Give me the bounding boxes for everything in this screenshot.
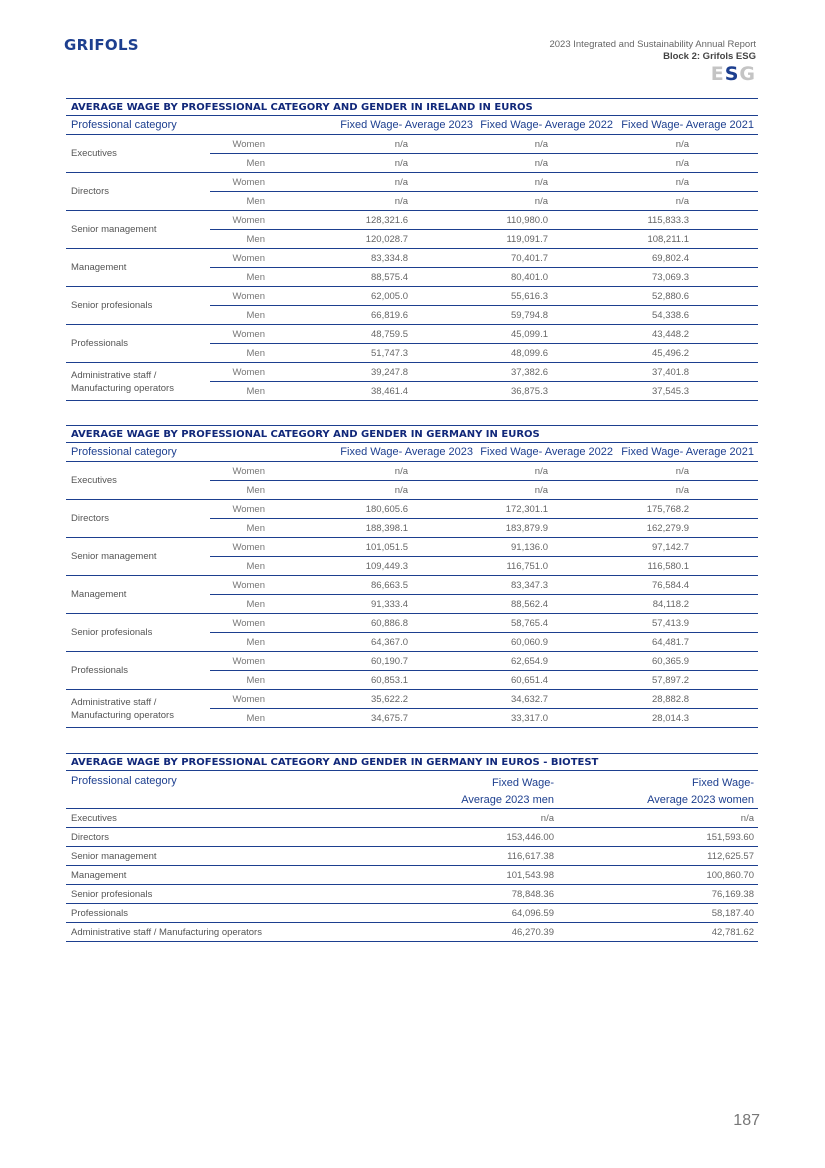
wage-men: n/a bbox=[540, 812, 554, 824]
wage-value: 66,819.6 bbox=[371, 309, 408, 321]
wage-value: 88,562.4 bbox=[511, 598, 548, 610]
wage-value: 109,449.3 bbox=[365, 560, 408, 572]
header-women-line1: Fixed Wage- bbox=[692, 777, 754, 789]
wage-value: 28,014.3 bbox=[652, 712, 689, 724]
table-row bbox=[66, 828, 758, 847]
table-row bbox=[210, 557, 758, 576]
table-row bbox=[66, 866, 758, 885]
gender-label: Men bbox=[246, 712, 265, 724]
wage-value: 57,897.2 bbox=[652, 674, 689, 686]
gender-label: Women bbox=[232, 503, 265, 515]
category-rows bbox=[210, 363, 758, 401]
table-row bbox=[210, 595, 758, 614]
table-row bbox=[210, 382, 758, 401]
wage-value: 69,802.4 bbox=[652, 252, 689, 264]
wage-value: 110,980.0 bbox=[506, 214, 548, 226]
table-row bbox=[66, 923, 758, 942]
wage-value: 28,882.8 bbox=[652, 693, 689, 705]
germany-wage-table bbox=[66, 425, 758, 728]
table-row bbox=[210, 709, 758, 728]
germany-table-title: AVERAGE WAGE BY PROFESSIONAL CATEGORY AND GENDER IN GERMANY IN EUROS bbox=[66, 425, 758, 443]
table-row bbox=[210, 230, 758, 249]
wage-value: n/a bbox=[675, 157, 689, 169]
category-group bbox=[66, 614, 758, 652]
category-rows bbox=[210, 614, 758, 652]
wage-value: n/a bbox=[675, 484, 689, 496]
wage-value: 172,301.1 bbox=[505, 503, 548, 515]
category-rows bbox=[210, 576, 758, 614]
wage-value: n/a bbox=[534, 138, 548, 150]
gender-label: Men bbox=[246, 195, 265, 207]
wage-value: n/a bbox=[534, 176, 548, 188]
gender-label: Women bbox=[232, 693, 265, 705]
table-row bbox=[210, 192, 758, 211]
table-row bbox=[210, 211, 758, 230]
wage-value: 84,118.2 bbox=[652, 598, 689, 610]
wage-value: 59,794.8 bbox=[511, 309, 548, 321]
category-group bbox=[66, 173, 758, 211]
wage-value: 34,675.7 bbox=[371, 712, 408, 724]
germany-table-body bbox=[66, 462, 758, 728]
table-row bbox=[210, 633, 758, 652]
gender-label: Men bbox=[246, 233, 265, 245]
gender-label: Women bbox=[232, 176, 265, 188]
gender-label: Women bbox=[232, 465, 265, 477]
wage-value: 60,060.9 bbox=[511, 636, 548, 648]
gender-label: Women bbox=[232, 541, 265, 553]
category-label: Management bbox=[66, 576, 210, 614]
wage-value: n/a bbox=[394, 465, 408, 477]
gender-label: Men bbox=[246, 522, 265, 534]
category-rows bbox=[210, 325, 758, 363]
gender-label: Men bbox=[246, 309, 265, 321]
category-group bbox=[66, 462, 758, 500]
wage-value: 80,401.0 bbox=[511, 271, 548, 283]
header-2021: Fixed Wage- Average 2021 bbox=[621, 446, 754, 458]
gender-label: Men bbox=[246, 560, 265, 572]
wage-men: 46,270.39 bbox=[511, 926, 554, 938]
category-rows bbox=[210, 249, 758, 287]
category-rows bbox=[210, 500, 758, 538]
wage-value: 83,347.3 bbox=[511, 579, 548, 591]
wage-men: 116,617.38 bbox=[507, 850, 554, 862]
category-label: Professionals bbox=[66, 325, 210, 363]
category-label: Professionals bbox=[71, 907, 129, 919]
wage-value: n/a bbox=[394, 157, 408, 169]
table-row bbox=[210, 652, 758, 671]
table-row bbox=[210, 135, 758, 154]
wage-women: 100,860.70 bbox=[706, 869, 754, 881]
wage-women: 112,625.57 bbox=[707, 850, 754, 862]
category-label: Senior management bbox=[71, 850, 157, 862]
gender-label: Men bbox=[246, 157, 265, 169]
category-group bbox=[66, 249, 758, 287]
category-group bbox=[66, 576, 758, 614]
wage-value: 39,247.8 bbox=[371, 366, 408, 378]
wage-value: 43,448.2 bbox=[652, 328, 689, 340]
wage-value: 119,091.7 bbox=[506, 233, 548, 245]
wage-value: 57,413.9 bbox=[652, 617, 689, 629]
germany-table-header bbox=[66, 443, 758, 462]
wage-value: 60,651.4 bbox=[511, 674, 548, 686]
category-label: Management bbox=[71, 869, 127, 881]
category-label: Senior management bbox=[66, 538, 210, 576]
category-label: Directors bbox=[66, 173, 210, 211]
header-women bbox=[557, 771, 758, 808]
table-row bbox=[66, 847, 758, 866]
wage-value: 37,382.6 bbox=[511, 366, 548, 378]
page-number: 187 bbox=[733, 1112, 760, 1129]
report-header bbox=[549, 39, 756, 63]
wage-value: n/a bbox=[675, 195, 689, 207]
category-group bbox=[66, 652, 758, 690]
wage-value: 48,099.6 bbox=[511, 347, 548, 359]
category-label: Senior profesionals bbox=[66, 287, 210, 325]
gender-label: Women bbox=[232, 655, 265, 667]
category-label: Directors bbox=[71, 831, 110, 843]
wage-value: 120,028.7 bbox=[365, 233, 408, 245]
table-row bbox=[210, 614, 758, 633]
wage-value: 52,880.6 bbox=[652, 290, 689, 302]
category-group bbox=[66, 325, 758, 363]
category-label: Executives bbox=[66, 135, 210, 173]
block-title: Block 2: Grifols ESG bbox=[663, 51, 756, 62]
wage-value: 38,461.4 bbox=[371, 385, 408, 397]
gender-label: Women bbox=[232, 617, 265, 629]
wage-value: 162,279.9 bbox=[646, 522, 689, 534]
table-row bbox=[66, 904, 758, 923]
header-category: Professional category bbox=[71, 446, 177, 458]
wage-women: n/a bbox=[740, 812, 754, 824]
wage-men: 153,446.00 bbox=[506, 831, 554, 843]
gender-label: Women bbox=[232, 138, 265, 150]
wage-value: 60,365.9 bbox=[652, 655, 689, 667]
wage-men: 101,543.98 bbox=[506, 869, 554, 881]
wage-value: n/a bbox=[394, 138, 408, 150]
wage-value: 86,663.5 bbox=[371, 579, 408, 591]
category-rows bbox=[210, 211, 758, 249]
table-row bbox=[210, 287, 758, 306]
wage-value: 62,005.0 bbox=[371, 290, 408, 302]
category-label: Executives bbox=[71, 812, 117, 824]
gender-label: Men bbox=[246, 598, 265, 610]
table-row bbox=[210, 538, 758, 557]
wage-value: 35,622.2 bbox=[371, 693, 408, 705]
wage-value: 128,321.6 bbox=[365, 214, 408, 226]
header-men-line2: Average 2023 men bbox=[461, 794, 554, 806]
wage-value: 60,853.1 bbox=[371, 674, 408, 686]
esg-logo bbox=[711, 63, 756, 85]
category-label: Senior profesionals bbox=[66, 614, 210, 652]
category-group bbox=[66, 287, 758, 325]
gender-label: Women bbox=[232, 290, 265, 302]
report-title: 2023 Integrated and Sustainability Annual Report bbox=[549, 39, 756, 50]
wage-value: 64,481.7 bbox=[652, 636, 689, 648]
wage-value: 116,580.1 bbox=[647, 560, 689, 572]
gender-label: Women bbox=[232, 214, 265, 226]
wage-women: 42,781.62 bbox=[711, 926, 754, 938]
wage-value: n/a bbox=[675, 138, 689, 150]
gender-label: Men bbox=[246, 347, 265, 359]
wage-value: 55,616.3 bbox=[511, 290, 548, 302]
wage-value: 183,879.9 bbox=[505, 522, 548, 534]
grifols-logo: GRIFOLS bbox=[64, 36, 139, 54]
wage-value: 60,886.8 bbox=[371, 617, 408, 629]
table-row bbox=[210, 671, 758, 690]
wage-women: 58,187.40 bbox=[711, 907, 754, 919]
category-label: Administrative staff / Manufacturing operators bbox=[71, 926, 262, 938]
category-rows bbox=[210, 173, 758, 211]
wage-women: 151,593.60 bbox=[706, 831, 754, 843]
wage-value: n/a bbox=[534, 484, 548, 496]
category-group bbox=[66, 690, 758, 728]
wage-value: 188,398.1 bbox=[365, 522, 408, 534]
wage-value: 101,051.5 bbox=[365, 541, 408, 553]
gender-label: Women bbox=[232, 252, 265, 264]
category-label: Executives bbox=[66, 462, 210, 500]
category-label: Administrative staff / Manufacturing operators bbox=[66, 690, 210, 728]
ireland-wage-table bbox=[66, 98, 758, 401]
wage-value: 48,759.5 bbox=[371, 328, 408, 340]
wage-value: 83,334.8 bbox=[371, 252, 408, 264]
wage-women: 76,169.38 bbox=[711, 888, 754, 900]
wage-value: 88,575.4 bbox=[371, 271, 408, 283]
category-rows bbox=[210, 462, 758, 500]
table-row bbox=[210, 154, 758, 173]
header-women-line2: Average 2023 women bbox=[647, 794, 754, 806]
wage-value: n/a bbox=[394, 176, 408, 188]
category-rows bbox=[210, 287, 758, 325]
wage-value: 58,765.4 bbox=[511, 617, 548, 629]
header-2022: Fixed Wage- Average 2022 bbox=[480, 119, 613, 131]
category-group bbox=[66, 363, 758, 401]
wage-men: 64,096.59 bbox=[511, 907, 554, 919]
category-label: Directors bbox=[66, 500, 210, 538]
header-category: Professional category bbox=[71, 775, 177, 787]
wage-value: 45,099.1 bbox=[511, 328, 548, 340]
wage-value: 62,654.9 bbox=[511, 655, 548, 667]
wage-value: n/a bbox=[394, 195, 408, 207]
wage-value: 70,401.7 bbox=[511, 252, 548, 264]
category-group bbox=[66, 538, 758, 576]
table-row bbox=[210, 500, 758, 519]
wage-value: 33,317.0 bbox=[511, 712, 548, 724]
wage-value: 64,367.0 bbox=[371, 636, 408, 648]
header-2023: Fixed Wage- Average 2023 bbox=[340, 119, 473, 131]
header-category: Professional category bbox=[71, 119, 177, 131]
gender-label: Men bbox=[246, 674, 265, 686]
table-row bbox=[210, 363, 758, 382]
wage-value: 37,401.8 bbox=[652, 366, 689, 378]
header-2021: Fixed Wage- Average 2021 bbox=[621, 119, 754, 131]
wage-value: 115,833.3 bbox=[647, 214, 689, 226]
wage-men: 78,848.36 bbox=[511, 888, 554, 900]
category-rows bbox=[210, 690, 758, 728]
ireland-table-header bbox=[66, 116, 758, 135]
esg-letter-s: S bbox=[724, 63, 740, 85]
table-row bbox=[210, 462, 758, 481]
gender-label: Men bbox=[246, 484, 265, 496]
table-row bbox=[210, 268, 758, 287]
biotest-table-body bbox=[66, 809, 758, 942]
wage-value: n/a bbox=[675, 465, 689, 477]
table-row bbox=[210, 576, 758, 595]
gender-label: Men bbox=[246, 271, 265, 283]
biotest-wage-table bbox=[66, 753, 758, 942]
wage-value: n/a bbox=[675, 176, 689, 188]
category-rows bbox=[210, 652, 758, 690]
category-label: Administrative staff / Manufacturing operators bbox=[66, 363, 210, 401]
category-group bbox=[66, 135, 758, 173]
wage-value: 36,875.3 bbox=[511, 385, 548, 397]
wage-value: 54,338.6 bbox=[652, 309, 689, 321]
wage-value: 108,211.1 bbox=[647, 233, 689, 245]
category-rows bbox=[210, 135, 758, 173]
category-group bbox=[66, 500, 758, 538]
table-row bbox=[210, 344, 758, 363]
wage-value: 51,747.3 bbox=[371, 347, 408, 359]
wage-value: 175,768.2 bbox=[646, 503, 689, 515]
wage-value: 91,333.4 bbox=[371, 598, 408, 610]
wage-value: 73,069.3 bbox=[652, 271, 689, 283]
header-2022: Fixed Wage- Average 2022 bbox=[480, 446, 613, 458]
ireland-table-body bbox=[66, 135, 758, 401]
ireland-table-title: AVERAGE WAGE BY PROFESSIONAL CATEGORY AND GENDER IN IRELAND IN EUROS bbox=[66, 98, 758, 116]
wage-value: 76,584.4 bbox=[652, 579, 689, 591]
gender-label: Men bbox=[246, 385, 265, 397]
category-rows bbox=[210, 538, 758, 576]
wage-value: 97,142.7 bbox=[652, 541, 689, 553]
biotest-table-header bbox=[66, 771, 758, 809]
wage-value: n/a bbox=[534, 195, 548, 207]
wage-value: 180,605.6 bbox=[365, 503, 408, 515]
category-label: Professionals bbox=[66, 652, 210, 690]
wage-value: n/a bbox=[534, 157, 548, 169]
table-row bbox=[210, 690, 758, 709]
gender-label: Women bbox=[232, 328, 265, 340]
header-men bbox=[416, 771, 557, 808]
category-label: Senior profesionals bbox=[71, 888, 153, 900]
header-men-line1: Fixed Wage- bbox=[492, 777, 554, 789]
wage-value: 116,751.0 bbox=[506, 560, 548, 572]
wage-value: n/a bbox=[394, 484, 408, 496]
biotest-table-title: AVERAGE WAGE BY PROFESSIONAL CATEGORY AND GENDER IN GERMANY IN EUROS - BIOTEST bbox=[66, 753, 758, 771]
gender-label: Women bbox=[232, 579, 265, 591]
wage-value: 34,632.7 bbox=[511, 693, 548, 705]
category-group bbox=[66, 211, 758, 249]
wage-value: 37,545.3 bbox=[652, 385, 689, 397]
wage-value: 45,496.2 bbox=[652, 347, 689, 359]
wage-value: 60,190.7 bbox=[371, 655, 408, 667]
category-label: Senior management bbox=[66, 211, 210, 249]
table-row bbox=[66, 885, 758, 904]
esg-letter-g: G bbox=[739, 63, 756, 85]
table-row bbox=[66, 809, 758, 828]
wage-value: n/a bbox=[534, 465, 548, 477]
table-row bbox=[210, 306, 758, 325]
wage-value: 91,136.0 bbox=[511, 541, 548, 553]
table-row bbox=[210, 519, 758, 538]
table-row bbox=[210, 249, 758, 268]
gender-label: Women bbox=[232, 366, 265, 378]
category-label: Management bbox=[66, 249, 210, 287]
header-2023: Fixed Wage- Average 2023 bbox=[340, 446, 473, 458]
table-row bbox=[210, 481, 758, 500]
table-row bbox=[210, 173, 758, 192]
gender-label: Men bbox=[246, 636, 265, 648]
table-row bbox=[210, 325, 758, 344]
esg-letter-e: E bbox=[710, 63, 725, 85]
